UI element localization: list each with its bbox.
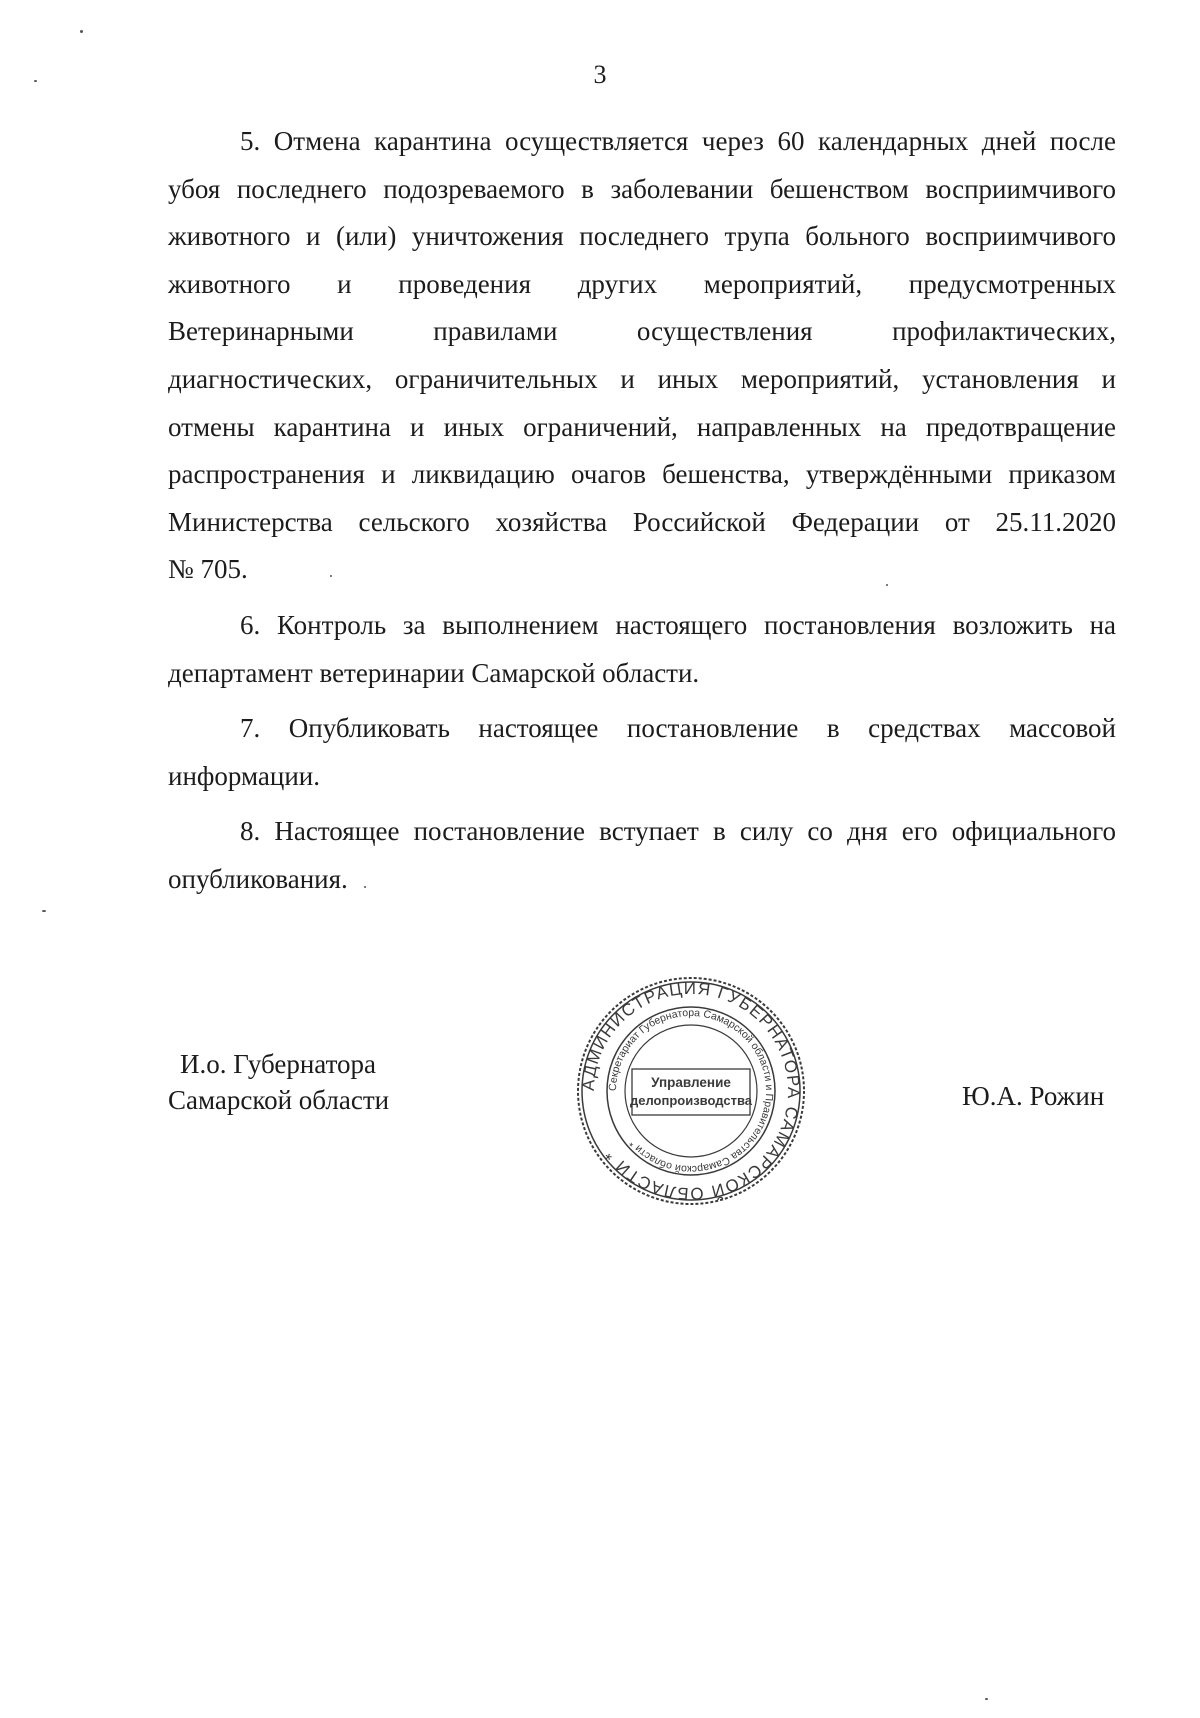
signatory-name: Ю.А. Рожин — [962, 1081, 1105, 1111]
scan-speck — [364, 886, 366, 888]
text-line: № 705. — [168, 554, 248, 585]
text-line: департамент ветеринарии Самарской области. — [168, 657, 700, 688]
seal-stamp — [575, 975, 807, 1207]
scan-speck — [80, 30, 83, 33]
text-line: 7. Опубликовать настоящее постановление в средствах массовой — [240, 713, 1116, 744]
text-line: Министерства сельского хозяйства Российской Федерации от 25.11.2020 — [168, 506, 1116, 537]
text-line: 8. Настоящее постановление вступает в силу со дня его официального — [240, 816, 1116, 847]
scan-speck — [34, 80, 37, 82]
seal-center-line2: делопроизводства — [629, 1093, 753, 1108]
text-line: информации. — [168, 760, 320, 791]
seal-center-line1: Управление — [651, 1075, 731, 1090]
official-seal — [575, 975, 807, 1207]
paragraph-8 — [168, 808, 1116, 903]
text-line: Ветеринарными правилами осуществления профилактических, — [168, 316, 1116, 347]
signatory-position — [168, 1046, 389, 1118]
text-line: диагностических, ограничительных и иных мероприятий, установления и — [168, 363, 1116, 394]
text-line: распространения и ликвидацию очагов бешенства, утверждёнными приказом — [168, 459, 1116, 490]
scan-speck — [985, 1698, 988, 1700]
document-body — [168, 118, 1116, 912]
signatory-region: Самарской области — [168, 1085, 390, 1115]
seal-outer-text: АДМИНИСТРАЦИЯ ГУБЕРНАТОРА САМАРСКОЙ ОБЛАСТИ * — [578, 978, 804, 1204]
paragraph-7 — [168, 705, 1116, 800]
seal-inner-text: Секретариат Губернатора Самарской области и Правительства Самарской области * — [606, 1006, 776, 1176]
text-line: 5. Отмена карантина осуществляется через 60 календарных дней после — [240, 126, 1116, 156]
scan-speck — [42, 910, 46, 912]
text-line: опубликования. — [168, 863, 348, 894]
scan-speck — [330, 575, 332, 577]
paragraph-6 — [168, 602, 1116, 697]
paragraph-5 — [168, 118, 1116, 594]
text-line: убоя последнего подозреваемого в заболевании бешенством восприимчивого — [168, 173, 1116, 204]
text-line: животного и проведения других мероприятий, предусмотренных — [168, 268, 1116, 299]
page-number: 3 — [593, 60, 607, 89]
text-line: животного и (или) уничтожения последнего трупа больного восприимчивого — [168, 221, 1116, 252]
scan-speck — [886, 584, 888, 586]
text-line: отмены карантина и иных ограничений, направленных на предотвращение — [168, 411, 1116, 442]
signatory-title: И.о. Губернатора — [180, 1049, 377, 1079]
text-line: 6. Контроль за выполнением настоящего постановления возложить на — [240, 609, 1116, 640]
